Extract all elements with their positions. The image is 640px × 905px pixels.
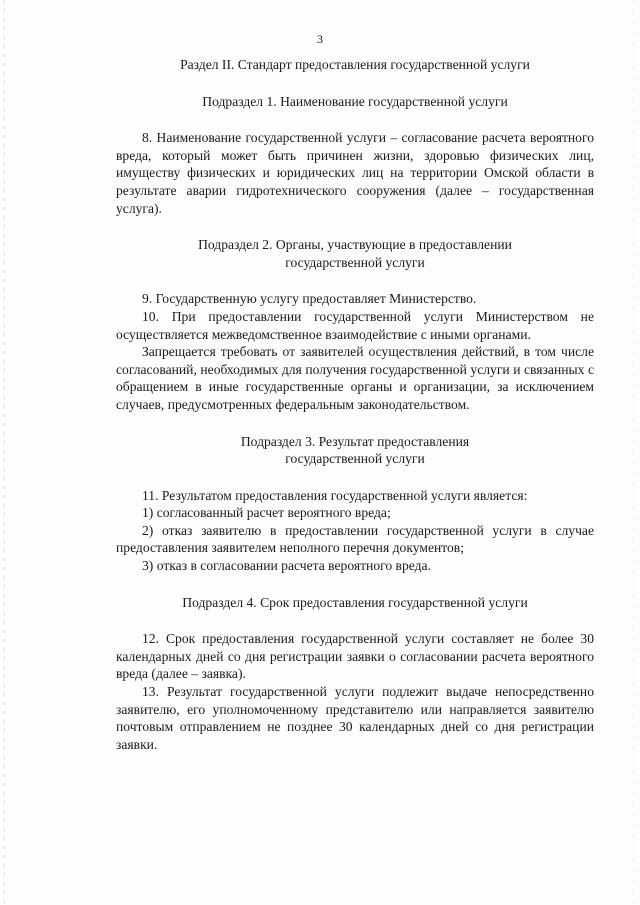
subsection-4-title: Подраздел 4. Срок предоставления государственной услуги (182, 594, 528, 610)
paragraph-10-prohibition: Запрещается требовать от заявителей осуществления действий, в том числе согласований, необходимых для получения государственной услуги и связанных с обращением в иные государственные органы и организации, за исключением случаев, предусмотренных федеральным законодательством. (116, 344, 594, 412)
paragraph-10: 10. При предоставлении государственной услуги Министерством не осуществляется межведомственное взаимодействие с иными органами. (116, 308, 594, 342)
paragraph-11-item-3: 3) отказ в согласовании расчета вероятного вреда. (142, 558, 431, 574)
subsection-2-title-line1: Подраздел 2. Органы, участвующие в предоставлении (198, 237, 512, 253)
subsection-2-title-line2: государственной услуги (285, 254, 425, 270)
page-number: 3 (317, 32, 323, 46)
subsection-1-title: Подраздел 1. Наименование государственной услуги (202, 93, 508, 109)
paragraph-11: 11. Результатом предоставления государственной услуги является: (142, 487, 528, 503)
subsection-3-title-line2: государственной услуги (285, 451, 425, 467)
paragraph-8: 8. Наименование государственной услуги – согласование расчета вероятного вреда, который может быть причинен жизни, здоровью физических лиц, имуществу физических и юридических лиц на территории Омской области в результате аварии гидротехнического сооружения (далее – государственная услуга). (116, 130, 594, 216)
scan-edge-left (4, 0, 5, 905)
section-title: Раздел II. Стандарт предоставления государственной услуги (180, 57, 530, 72)
document-body (116, 56, 594, 753)
paragraph-12: 12. Срок предоставления государственной услуги составляет не более 30 календарных дней со дня регистрации заявки о согласовании расчета вероятного вреда (далее – заявка). (116, 631, 594, 682)
subsection-3-title-line1: Подраздел 3. Результат предоставления (240, 433, 470, 449)
paragraph-11-item-2: 2) отказ заявителю в предоставлении государственной услуги в случае предоставления заявителем неполного перечня документов; (116, 522, 594, 556)
paragraph-13: 13. Результат государственной услуги подлежит выдаче непосредственно заявителю, его уполномоченному представителю или направляется заявителю почтовым отправлением не позднее 30 календарных дней со дня регистрации заявки. (116, 684, 594, 752)
scan-edge-right (633, 0, 634, 905)
paragraph-9: 9. Государственную услугу предоставляет Министерство. (142, 291, 477, 307)
paragraph-11-item-1: 1) согласованный расчет вероятного вреда; (142, 505, 391, 521)
